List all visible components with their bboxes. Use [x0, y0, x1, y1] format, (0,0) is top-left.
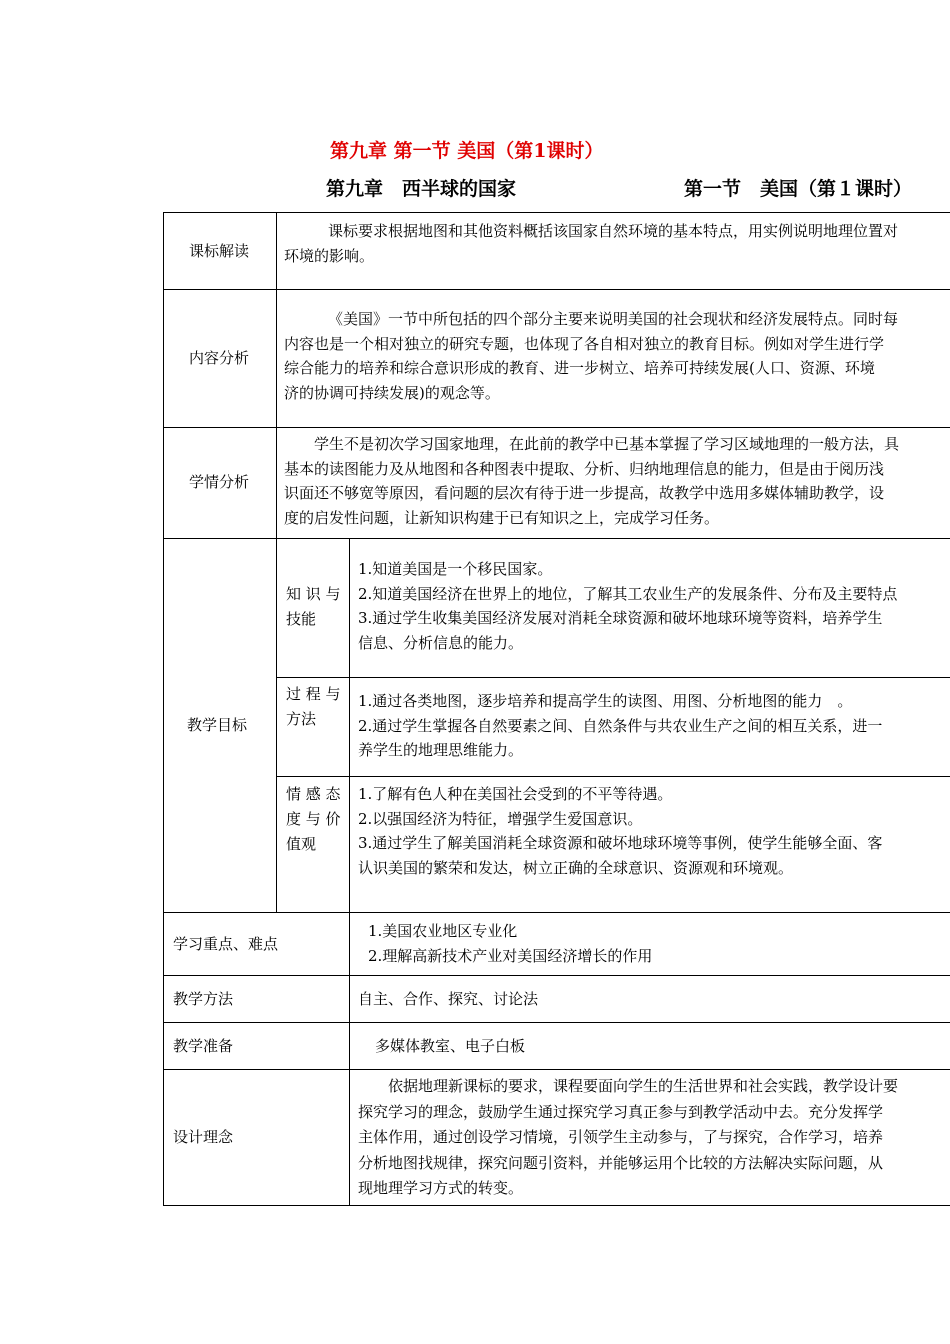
fangfa-content: 自主、合作、探究、讨论法	[358, 990, 539, 1008]
zhongdian-label: 学习重点、难点	[173, 935, 279, 953]
zhunbei-content: 多媒体教室、电子白板	[375, 1037, 526, 1055]
neirong-label: 内容分析	[189, 349, 250, 367]
zhongdian-content: 1.美国农业地区专业化 2.理解高新技术产业对美国经济增长的作用	[368, 922, 653, 965]
guocheng-label: 过 程 与 方法	[286, 685, 341, 728]
xueqing-label: 学情分析	[189, 473, 250, 491]
fangfa-label: 教学方法	[173, 990, 234, 1008]
zhunbei-label: 教学准备	[173, 1037, 234, 1055]
mubiao-label: 教学目标	[187, 716, 248, 734]
chapter-subtitle: 第九章 西半球的国家	[326, 178, 517, 200]
qinggan-content: 1.了解有色人种在美国社会受到的不平等待遇。 2.以强国经济为特征，增强学生爱国意识。 3.通过学生了解美国消耗全球资源和破坏地球环境等事例，使学生能够全面、客 认识美国的繁荣和发达，树立正确的全球意识、资源观和环境观。	[358, 785, 883, 877]
guocheng-content: 1.通过各类地图，逐步培养和提高学生的读图、用图、分析地图的能力 。 2.通过学生掌握各自然要素之间、自然条件与共农业生产之间的相互关系，进一 养学生的地理思维能力。	[358, 692, 883, 759]
qinggan-label: 情 感 态 度 与 价 值观	[286, 785, 341, 853]
zhishi-label: 知 识 与 技能	[286, 585, 341, 628]
xueqing-content: 学生不是初次学习国家地理，在此前的教学中已基本掌握了学习区域地理的一般方法，具 基本的读图能力及从地图和各种图表中提取、分析、归纳地理信息的能力，但是由于阅历浅 识面还不够宽等原因，看问题的层次有待于进一步提高，故教学中选用多媒体辅助教学，设 度的启发性问题，让新知识构建于已有知识之上，完成学习任务。	[284, 435, 900, 527]
kebiao-content: 课标要求根据地图和其他资料概括该国家自然环境的基本特点，用实例说明地理位置对 环境的影响。	[284, 222, 899, 265]
kebiao-label: 课标解读	[189, 242, 250, 260]
linian-content: 依据地理新课标的要求，课程要面向学生的生活世界和社会实践，教学设计要 探究学习的理念，鼓励学生通过探究学习真正参与到教学活动中去。充分发挥学 主体作用，通过创设学习情境，引领学生主动参与，了与探究，合作学习，培养 分析地图找规律，探究问题引资料，并能够运用个比较的方法解决实际问题，从 现地理学习方式的转变。	[358, 1077, 899, 1197]
page-title: 第九章 第一节 美国（第1课时）	[330, 140, 604, 162]
neirong-content: 《美国》一节中所包括的四个部分主要来说明美国的社会现状和经济发展特点。同时每 内容也是一个相对独立的研究专题，也体现了各自相对独立的教育目标。例如对学生进行学 综合能力的培养和综合意识形成的教育、进一步树立、培养可持续发展(人口、资源、环境 济的协调可持续发展)的观念等。	[284, 310, 899, 402]
linian-label: 设计理念	[173, 1128, 234, 1146]
section-subtitle: 第一节 美国（第１课时）	[684, 178, 913, 200]
zhishi-content: 1.知道美国是一个移民国家。 2.知道美国经济在世界上的地位，了解其工农业生产的发展条件、分布及主要特点 3.通过学生收集美国经济发展对消耗全球资源和破坏地球环境等资料，培养学生 信息、分析信息的能力。	[358, 560, 898, 652]
